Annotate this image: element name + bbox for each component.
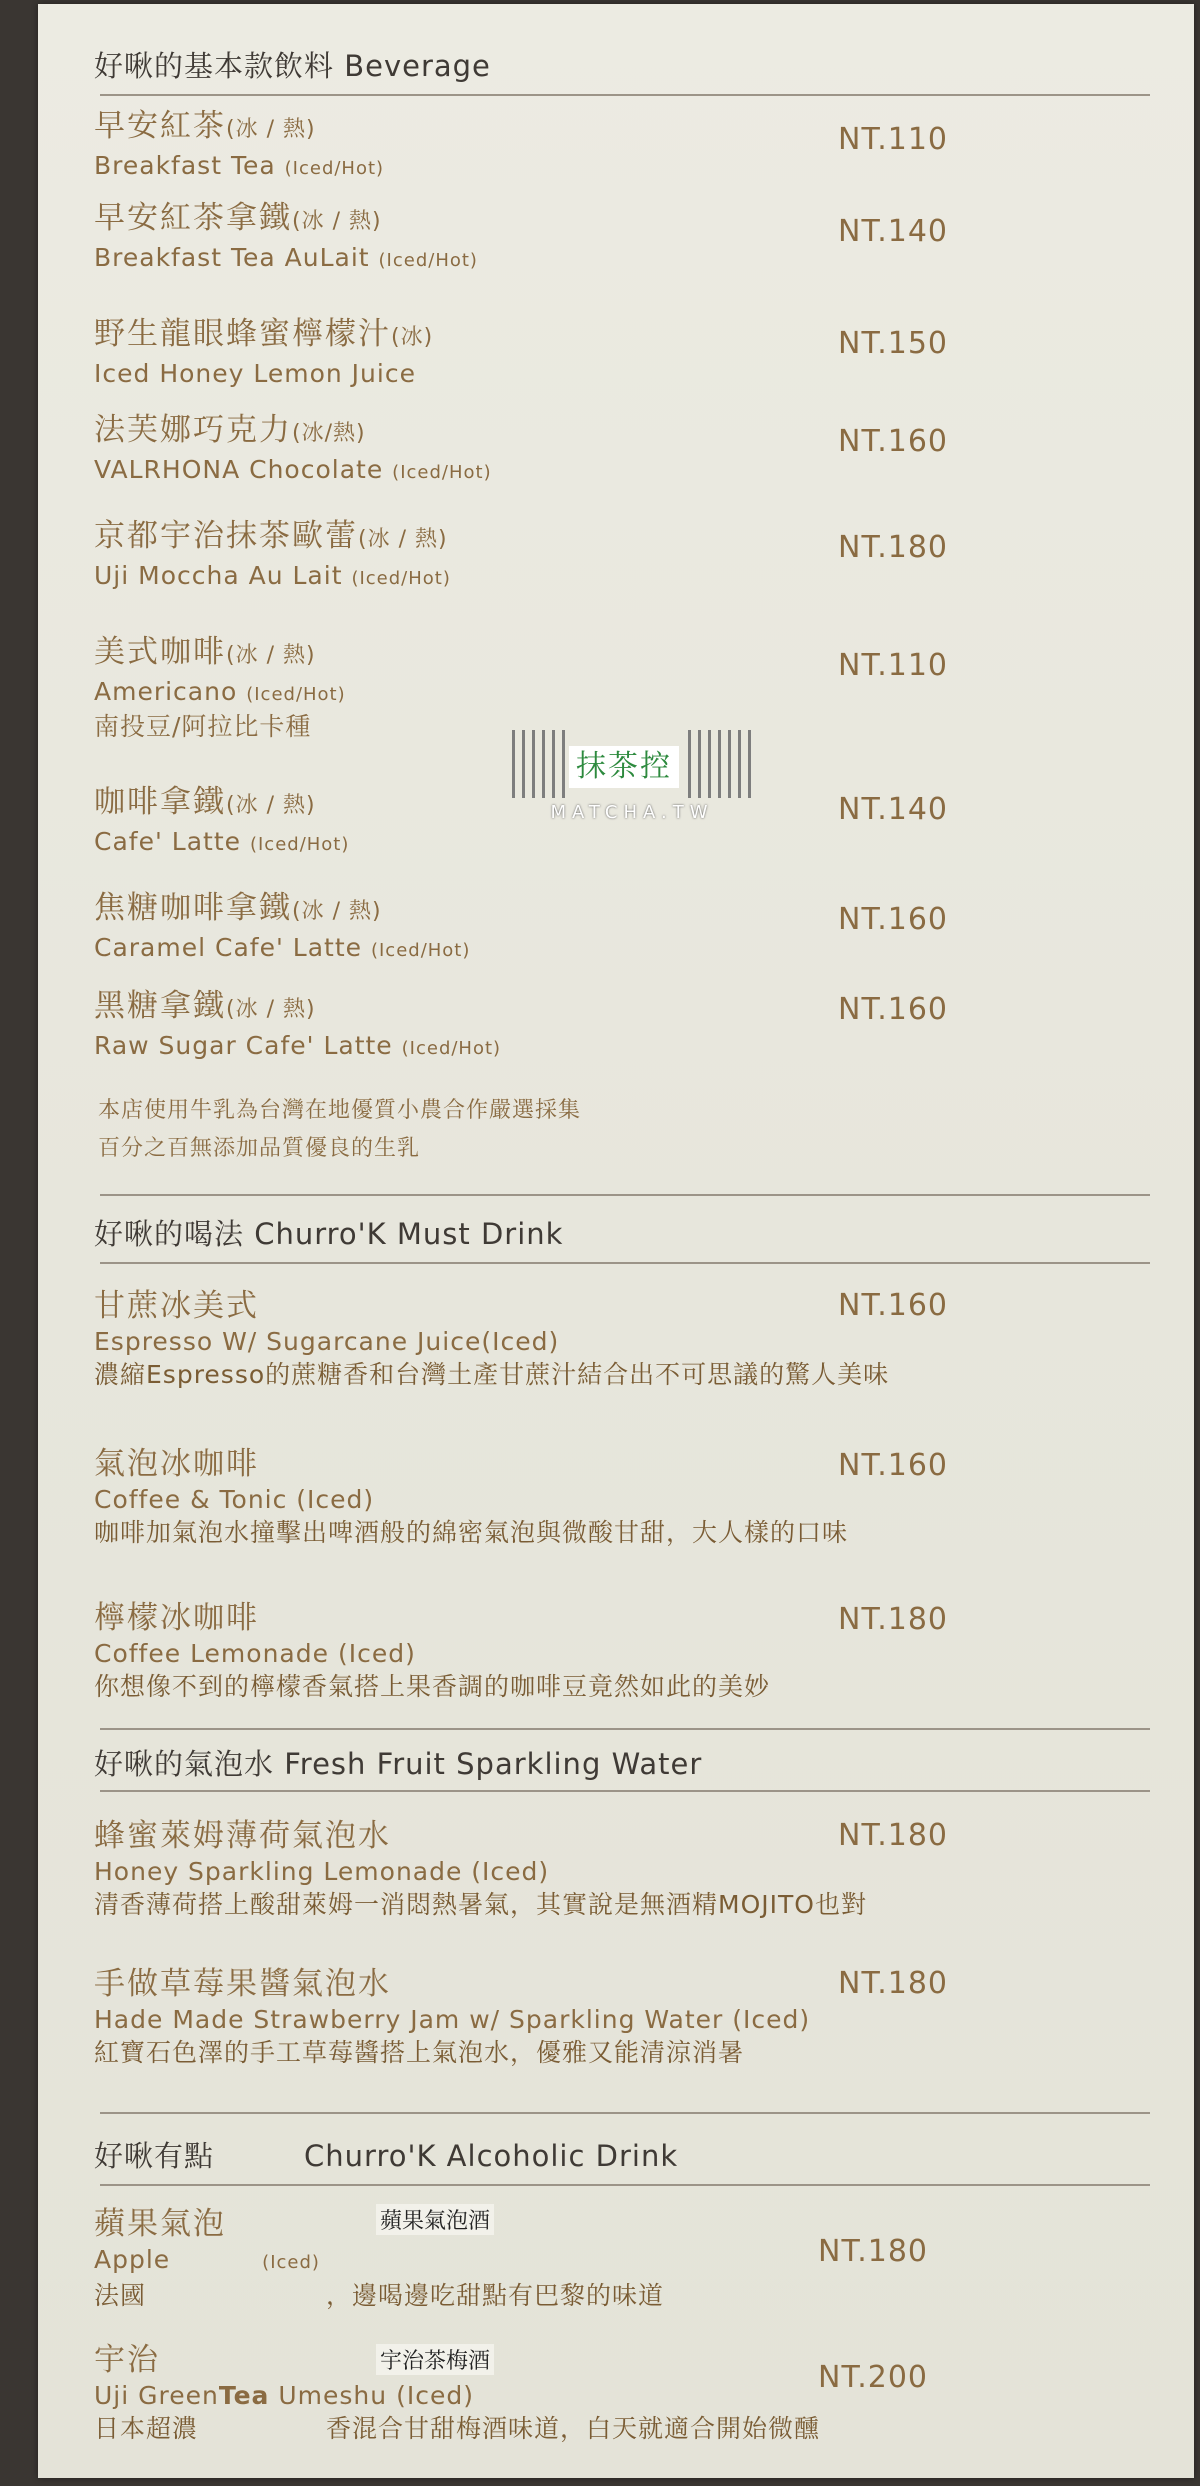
item-name-en: Tea xyxy=(218,2381,270,2410)
item-name-zh: 甘蔗冰美式 xyxy=(94,1288,259,1324)
menu-item xyxy=(94,1816,1164,1922)
section-title-beverage: 好啾的基本款飲料 Beverage xyxy=(94,49,491,83)
milk-note-line: 百分之百無添加品質優良的生乳 xyxy=(98,1136,421,1161)
caption-overlay: 蘋果氣泡酒 xyxy=(376,2204,494,2235)
menu-item xyxy=(94,516,1164,595)
menu-item xyxy=(94,1964,1164,2070)
section-divider xyxy=(100,94,1150,96)
item-name-en: Iced Honey Lemon Juice xyxy=(94,359,416,388)
item-price: NT.150 xyxy=(838,326,949,361)
item-description: 法國 xyxy=(94,2281,147,2310)
item-price: NT.110 xyxy=(838,648,949,683)
item-name-en: Raw Sugar Cafe' Latte xyxy=(94,1031,393,1060)
item-option: (冰 / 熱) xyxy=(358,527,448,552)
item-option: (冰 / 熱) xyxy=(292,209,382,234)
item-option-en: (Iced/Hot) xyxy=(351,568,451,589)
section-title-alcoholic xyxy=(94,2134,678,2175)
item-description: 香混合甘甜梅酒味道，白天就適合開始微醺 xyxy=(326,2414,821,2443)
item-name-zh: 氣泡冰咖啡 xyxy=(94,1446,259,1482)
item-origin-note: 南投豆/阿拉比卡種 xyxy=(94,712,312,741)
menu-item xyxy=(94,314,1164,393)
menu-item xyxy=(94,1444,1164,1550)
logo-brand-zh: 抹茶控 xyxy=(569,746,679,788)
item-name-zh: 宇治 xyxy=(94,2342,160,2378)
item-option-en: (Iced/Hot) xyxy=(401,1038,502,1059)
item-name-en: Americano xyxy=(94,677,238,706)
section-divider xyxy=(100,2184,1150,2186)
section-title-zh: 好啾有點 xyxy=(94,2139,215,2173)
item-name-en: Hade Made Strawberry Jam w/ Sparkling Water (Iced) xyxy=(94,2005,811,2034)
item-description: ，邊喝邊吃甜點有巴黎的味道 xyxy=(326,2281,665,2310)
item-option: (冰) xyxy=(391,325,434,350)
section-divider xyxy=(100,1194,1150,1196)
item-name-zh: 京都宇治抹茶歐蕾 xyxy=(94,518,358,554)
item-price: NT.200 xyxy=(818,2360,929,2395)
item-name-en: Coffee & Tonic (Iced) xyxy=(94,1485,375,1514)
item-name-zh: 早安紅茶拿鐵 xyxy=(94,200,292,236)
menu-item xyxy=(94,888,1164,967)
menu-item xyxy=(94,1598,1164,1704)
menu-item xyxy=(94,106,1164,185)
item-name-en: Honey Sparkling Lemonade (Iced) xyxy=(94,1857,550,1886)
menu-item xyxy=(94,2340,1164,2446)
item-price: NT.160 xyxy=(838,1288,949,1323)
menu-item xyxy=(94,2204,1164,2313)
item-option: (冰 / 熱) xyxy=(226,643,316,668)
item-price: NT.180 xyxy=(838,1602,949,1637)
section-divider xyxy=(100,2112,1150,2114)
item-price: NT.160 xyxy=(838,902,949,937)
menu-item xyxy=(94,198,1164,277)
item-name-zh: 法芙娜巧克力 xyxy=(94,412,292,448)
item-name-en: Uji Moccha Au Lait xyxy=(94,561,343,590)
item-option: (冰 / 熱) xyxy=(226,997,316,1022)
item-price: NT.180 xyxy=(838,1966,949,2001)
menu-item xyxy=(94,632,1164,743)
logo-brand-en: MATCHA.TW xyxy=(550,802,714,823)
section-divider xyxy=(100,1262,1150,1264)
item-name-en: Cafe' Latte xyxy=(94,827,242,856)
item-name-zh: 黑糖拿鐵 xyxy=(94,988,226,1024)
item-description: 濃縮Espresso的蔗糖香和台灣土產甘蔗汁結合出不可思議的驚人美味 xyxy=(94,1360,890,1389)
item-name-en: Breakfast Tea xyxy=(94,151,276,180)
item-name-zh: 美式咖啡 xyxy=(94,634,226,670)
section-divider xyxy=(100,1790,1150,1792)
item-name-zh: 手做草莓果醬氣泡水 xyxy=(94,1966,391,2002)
item-name-en: Espresso W/ Sugarcane Juice(Iced) xyxy=(94,1327,560,1356)
item-name-zh: 蘋果氣泡 xyxy=(94,2206,226,2242)
item-price: NT.110 xyxy=(838,122,949,157)
section-divider xyxy=(100,1728,1150,1730)
item-option-en: (Iced/Hot) xyxy=(246,684,346,705)
item-name-en: Coffee Lemonade (Iced) xyxy=(94,1639,416,1668)
item-name-zh: 早安紅茶 xyxy=(94,108,226,144)
item-name-en: Caramel Cafe' Latte xyxy=(94,933,363,962)
item-name-en: Breakfast Tea AuLait xyxy=(94,243,370,272)
menu-item xyxy=(94,410,1164,489)
caption-overlay: 宇治茶梅酒 xyxy=(376,2344,494,2375)
item-price: NT.160 xyxy=(838,424,949,459)
item-option: (冰/熱) xyxy=(292,421,366,446)
item-name-zh: 咖啡拿鐵 xyxy=(94,784,226,820)
section-title-en: Churro'K Alcoholic Drink xyxy=(304,2139,679,2173)
item-name-zh: 野生龍眼蜂蜜檸檬汁 xyxy=(94,316,391,352)
milk-note-line: 本店使用牛乳為台灣在地優質小農合作嚴選採集 xyxy=(98,1098,582,1123)
menu-item xyxy=(94,986,1164,1065)
item-name-zh: 檸檬冰咖啡 xyxy=(94,1600,259,1636)
item-price: NT.160 xyxy=(838,992,949,1027)
item-price: NT.180 xyxy=(838,530,949,565)
item-option: (冰 / 熱) xyxy=(226,117,316,142)
item-option-en: (Iced/Hot) xyxy=(392,462,492,483)
menu-page xyxy=(38,4,1194,2478)
item-description: 清香薄荷搭上酸甜萊姆一消悶熱暑氣，其實說是無酒精MOJITO也對 xyxy=(94,1890,867,1919)
item-price: NT.140 xyxy=(838,214,949,249)
item-description: 紅寶石色澤的手工草莓醬搭上氣泡水，優雅又能清涼消暑 xyxy=(94,2038,745,2067)
milk-note xyxy=(98,1092,581,1168)
item-name-zh: 焦糖咖啡拿鐵 xyxy=(94,890,292,926)
item-name-en: Umeshu (Iced) xyxy=(278,2381,474,2410)
item-description: 咖啡加氣泡水撞擊出啤酒般的綿密氣泡與微酸甘甜，大人樣的口味 xyxy=(94,1518,849,1547)
section-title-sparkling: 好啾的氣泡水 Fresh Fruit Sparkling Water xyxy=(94,1747,703,1781)
item-option-en: (Iced/Hot) xyxy=(284,158,385,179)
item-option-en: (Iced/Hot) xyxy=(378,250,478,271)
item-option-en: (Iced/Hot) xyxy=(370,940,471,961)
matcha-watermark-logo xyxy=(512,730,752,830)
item-price: NT.180 xyxy=(838,1818,949,1853)
item-option: (冰 / 熱) xyxy=(292,899,382,924)
item-name-en: Apple xyxy=(94,2245,171,2274)
item-price: NT.160 xyxy=(838,1448,949,1483)
section-title-must-drink: 好啾的喝法 Churro'K Must Drink xyxy=(94,1217,564,1251)
menu-item xyxy=(94,1286,1164,1392)
item-name-en: VALRHONA Chocolate xyxy=(94,455,384,484)
item-price: NT.180 xyxy=(818,2234,929,2269)
item-option: (冰 / 熱) xyxy=(226,793,316,818)
item-option-en: (Iced/Hot) xyxy=(249,834,350,855)
item-description: 日本超濃 xyxy=(94,2414,199,2443)
item-name-zh: 蜂蜜萊姆薄荷氣泡水 xyxy=(94,1818,391,1854)
item-option-en: (Iced) xyxy=(262,2252,320,2273)
item-name-en: Uji Green xyxy=(94,2381,219,2410)
item-price: NT.140 xyxy=(838,792,949,827)
item-description: 你想像不到的檸檬香氣搭上果香調的咖啡豆竟然如此的美妙 xyxy=(94,1672,771,1701)
